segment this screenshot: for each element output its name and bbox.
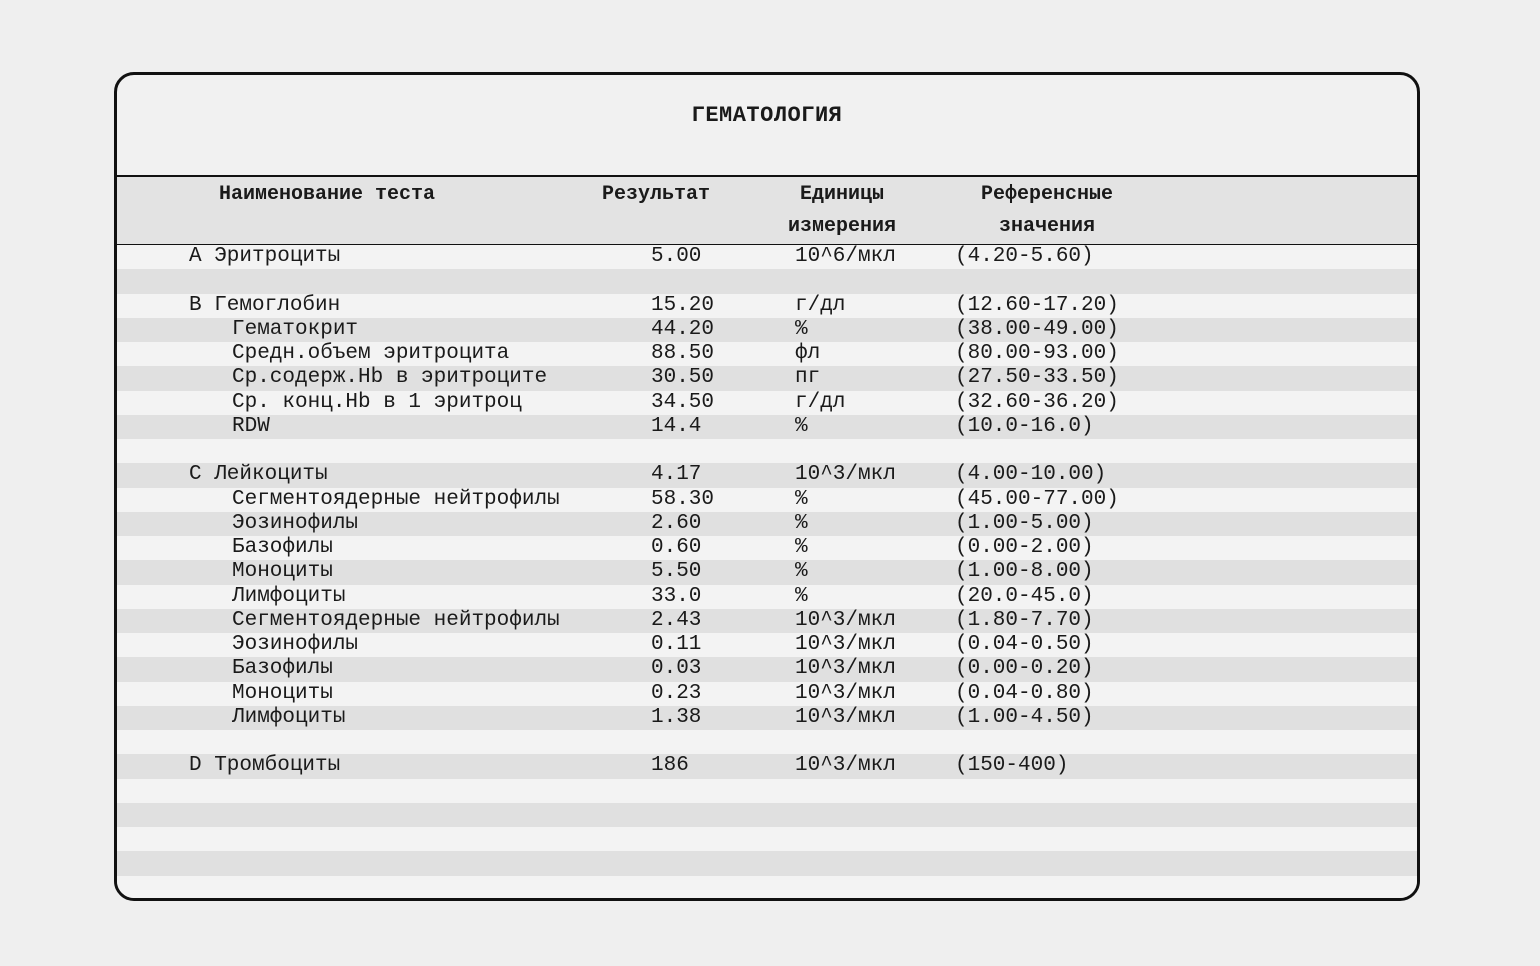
table-row xyxy=(117,779,1417,803)
unit-cell: % xyxy=(795,487,808,511)
header-test-name: Наименование теста xyxy=(219,183,436,206)
unit-cell: % xyxy=(795,511,808,535)
result-cell: 4.17 xyxy=(651,463,702,487)
table-row xyxy=(117,585,1417,609)
reference-cell: (4.20-5.60) xyxy=(955,245,1094,268)
reference-cell: (1.00-8.00) xyxy=(955,560,1094,584)
test-name-cell: Сегментоядерные нейтрофилы xyxy=(232,487,560,511)
unit-cell: % xyxy=(795,317,808,341)
table-header xyxy=(117,175,1417,246)
result-cell: 186 xyxy=(651,754,689,778)
table-row xyxy=(117,803,1417,827)
test-name-cell: Средн.объем эритроцита xyxy=(232,342,510,365)
table-row xyxy=(117,876,1417,900)
unit-cell: % xyxy=(795,584,808,608)
table-row xyxy=(117,391,1417,415)
unit-cell: 10^3/мкл xyxy=(795,633,896,656)
reference-cell: (0.04-0.50) xyxy=(955,633,1094,656)
unit-cell: % xyxy=(795,536,808,559)
table-row xyxy=(117,657,1417,681)
result-cell: 2.60 xyxy=(651,511,702,535)
table-row xyxy=(117,560,1417,584)
test-name-cell: RDW xyxy=(232,414,270,438)
result-cell: 44.20 xyxy=(651,317,715,341)
result-cell: 5.50 xyxy=(651,560,702,584)
test-name-cell: Лимфоциты xyxy=(232,584,346,608)
table-row xyxy=(117,754,1417,778)
unit-cell: 10^3/мкл xyxy=(795,705,896,729)
unit-cell: 10^3/мкл xyxy=(795,657,896,681)
result-cell: 58.30 xyxy=(651,487,715,511)
reference-cell: (0.00-2.00) xyxy=(955,536,1094,559)
test-name-cell: Сегментоядерные нейтрофилы xyxy=(232,608,560,632)
table-row xyxy=(117,633,1417,657)
table-row xyxy=(117,366,1417,390)
table-row xyxy=(117,318,1417,342)
table-row xyxy=(117,342,1417,366)
reference-cell: (80.00-93.00) xyxy=(955,342,1119,365)
table-row xyxy=(117,730,1417,754)
reference-cell: (4.00-10.00) xyxy=(955,463,1107,487)
table-row xyxy=(117,294,1417,318)
unit-cell: пг xyxy=(795,366,821,390)
test-name-cell: D Тромбоциты xyxy=(189,754,341,778)
result-cell: 0.23 xyxy=(651,681,702,705)
result-cell: 1.38 xyxy=(651,705,702,729)
result-cell: 33.0 xyxy=(651,584,702,608)
test-name-cell: C Лейкоциты xyxy=(189,463,328,487)
test-name-cell: Гематокрит xyxy=(232,317,359,341)
test-name-cell: B Гемоглобин xyxy=(189,293,341,317)
unit-cell: % xyxy=(795,414,808,438)
unit-cell: 10^6/мкл xyxy=(795,245,896,268)
result-cell: 88.50 xyxy=(651,342,715,365)
table-row xyxy=(117,463,1417,487)
unit-cell: 10^3/мкл xyxy=(795,754,896,778)
reference-cell: (150-400) xyxy=(955,754,1069,778)
test-name-cell: A Эритроциты xyxy=(189,245,341,268)
test-name-cell: Моноциты xyxy=(232,681,333,705)
reference-cell: (0.04-0.80) xyxy=(955,681,1094,705)
test-name-cell: Моноциты xyxy=(232,560,333,584)
reference-cell: (1.80-7.70) xyxy=(955,608,1094,632)
test-name-cell: Эозинофилы xyxy=(232,511,359,535)
header-reference-line2: значения xyxy=(998,215,1095,238)
test-name-cell: Базофилы xyxy=(232,657,333,681)
test-name-cell: Ср. конц.Hb в 1 эритроц xyxy=(232,390,522,414)
reference-cell: (0.00-0.20) xyxy=(955,657,1094,681)
reference-cell: (20.0-45.0) xyxy=(955,584,1094,608)
result-cell: 0.03 xyxy=(651,657,702,681)
reference-cell: (45.00-77.00) xyxy=(955,487,1119,511)
header-units-line1: Единицы xyxy=(799,183,884,206)
lab-report-sheet xyxy=(114,72,1420,901)
reference-cell: (10.0-16.0) xyxy=(955,414,1094,438)
table-row xyxy=(117,851,1417,875)
table-row xyxy=(117,245,1417,269)
table-row xyxy=(117,609,1417,633)
header-units xyxy=(772,179,912,243)
header-units-line2: измерения xyxy=(787,215,897,238)
result-cell: 34.50 xyxy=(651,390,715,414)
unit-cell: фл xyxy=(795,342,821,365)
table-row xyxy=(117,439,1417,463)
result-cell: 0.60 xyxy=(651,536,702,559)
result-cell: 14.4 xyxy=(651,414,702,438)
reference-cell: (12.60-17.20) xyxy=(955,293,1119,317)
reference-cell: (32.60-36.20) xyxy=(955,390,1119,414)
table-row xyxy=(117,706,1417,730)
reference-cell: (38.00-49.00) xyxy=(955,317,1119,341)
result-cell: 15.20 xyxy=(651,293,715,317)
test-name-cell: Базофилы xyxy=(232,536,333,559)
unit-cell: 10^3/мкл xyxy=(795,463,896,487)
report-title: ГЕМАТОЛОГИЯ xyxy=(691,103,843,128)
test-name-cell: Лимфоциты xyxy=(232,705,346,729)
table-row xyxy=(117,269,1417,293)
results-table xyxy=(117,245,1417,900)
header-reference-line1: Референсные xyxy=(980,183,1114,206)
result-cell: 30.50 xyxy=(651,366,715,390)
table-row xyxy=(117,512,1417,536)
unit-cell: 10^3/мкл xyxy=(795,608,896,632)
unit-cell: г/дл xyxy=(795,390,846,414)
result-cell: 5.00 xyxy=(651,245,702,268)
result-cell: 2.43 xyxy=(651,608,702,632)
unit-cell: 10^3/мкл xyxy=(795,681,896,705)
reference-cell: (27.50-33.50) xyxy=(955,366,1119,390)
result-cell: 0.11 xyxy=(651,633,702,656)
test-name-cell: Ср.содерж.Hb в эритроците xyxy=(232,366,548,390)
table-row xyxy=(117,682,1417,706)
header-result: Результат xyxy=(602,183,711,206)
header-reference xyxy=(967,179,1127,243)
unit-cell: % xyxy=(795,560,808,584)
reference-cell: (1.00-5.00) xyxy=(955,511,1094,535)
test-name-cell: Эозинофилы xyxy=(232,633,359,656)
table-row xyxy=(117,827,1417,851)
unit-cell: г/дл xyxy=(795,293,846,317)
reference-cell: (1.00-4.50) xyxy=(955,705,1094,729)
table-row xyxy=(117,536,1417,560)
table-row xyxy=(117,415,1417,439)
table-row xyxy=(117,488,1417,512)
